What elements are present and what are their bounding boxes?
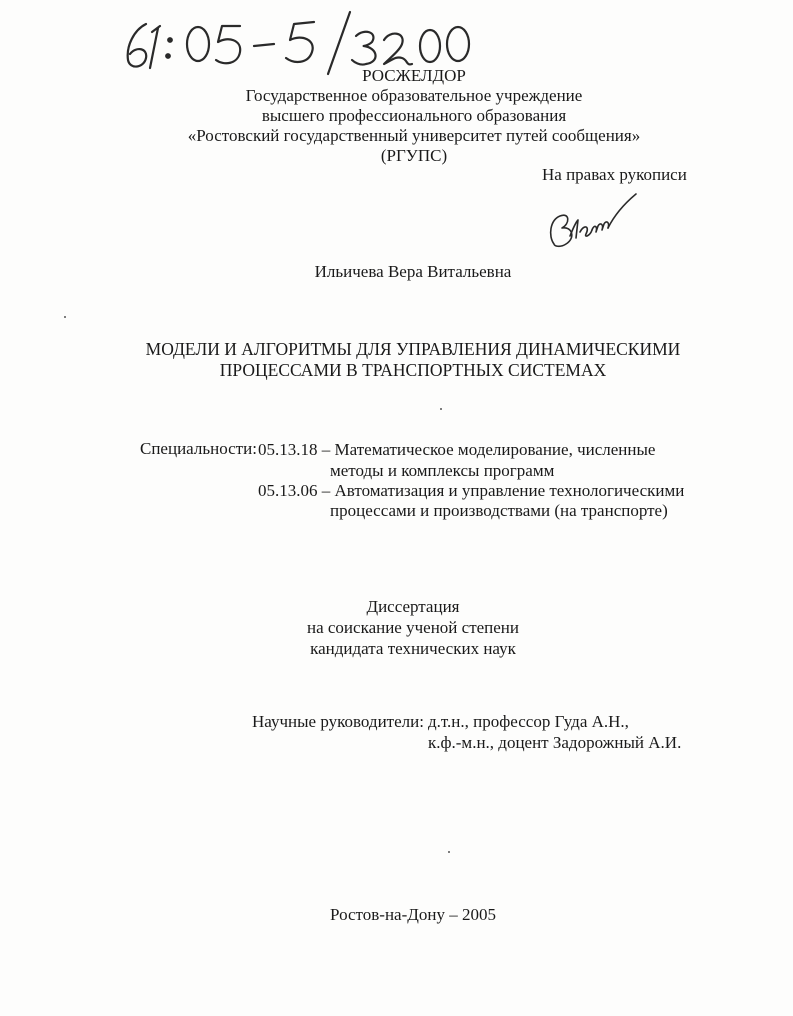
supervisor-2: к.ф.-м.н., доцент Задорожный А.И. bbox=[428, 733, 682, 752]
organization-header bbox=[0, 66, 793, 166]
degree-line-1: Диссертация bbox=[366, 597, 460, 616]
degree-statement bbox=[0, 596, 793, 659]
specialty-1-line-1: 05.13.18 – Математическое моделирование, численные bbox=[258, 440, 656, 459]
title-line-2: ПРОЦЕССАМИ В ТРАНСПОРТНЫХ СИСТЕМАХ bbox=[219, 360, 607, 380]
institution-level: высшего профессионального образования bbox=[261, 106, 567, 125]
scan-speck bbox=[440, 408, 442, 410]
supervisors-label: Научные руководители: bbox=[252, 712, 424, 731]
degree-line-3: кандидата технических наук bbox=[310, 639, 516, 658]
institution-type: Государственное образовательное учреждение bbox=[245, 86, 583, 105]
title-line-1: МОДЕЛИ И АЛГОРИТМЫ ДЛЯ УПРАВЛЕНИЯ ДИНАМИЧЕСКИМИ bbox=[145, 339, 681, 359]
dissertation-title bbox=[0, 339, 793, 381]
degree-line-2: на соискание ученой степени bbox=[306, 618, 520, 637]
scan-speck bbox=[448, 851, 450, 853]
specialty-2-line-2: процессами и производствами (на транспорте) bbox=[330, 501, 668, 520]
city-and-year: Ростов-на-Дону – 2005 bbox=[330, 905, 496, 924]
specialties-label: Специальности: bbox=[140, 439, 257, 458]
university-name: «Ростовский государственный университет путей сообщения» bbox=[187, 126, 641, 145]
specialty-2-line-1: 05.13.06 – Автоматизация и управление технологическими bbox=[258, 481, 685, 500]
manuscript-rights-note: На правах рукописи bbox=[542, 165, 687, 184]
author-signature bbox=[540, 186, 640, 256]
university-abbreviation: (РГУПС) bbox=[380, 146, 448, 165]
supervisor-1: д.т.н., профессор Гуда А.Н., bbox=[428, 712, 629, 731]
author-name: Ильичева Вера Витальевна bbox=[314, 262, 512, 281]
scan-speck bbox=[64, 316, 66, 318]
ministry-name: РОСЖЕЛДОР bbox=[362, 66, 466, 85]
specialty-1-line-2: методы и комплексы программ bbox=[330, 461, 555, 480]
